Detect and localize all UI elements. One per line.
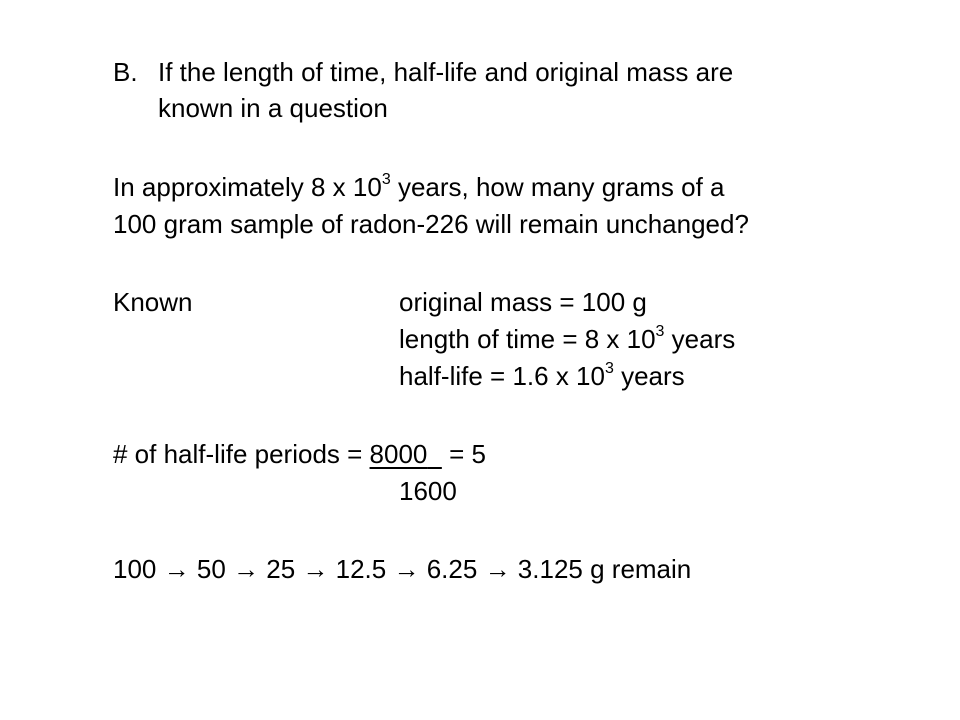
calc-numerator-text: 8000 [369,439,428,469]
known-label: Known [113,287,193,317]
decay-value-5: 3.125 [517,554,583,584]
known-halflife-prefix: half-life = 1.6 x 10 [399,361,605,391]
known-halflife-suffix: years [613,361,685,391]
arrow-right-icon: → [393,554,420,584]
decay-value-2: 25 [266,554,296,584]
decay-value-4: 6.25 [426,554,478,584]
known-halflife-exponent: 3 [604,360,614,378]
question-line1-suffix: years, how many grams of a [390,172,725,202]
calc-label: # of half-life periods = [113,439,370,469]
decay-value-3: 12.5 [335,554,387,584]
question-line1-prefix: In approximately 8 x 10 [113,172,382,202]
calc-denominator: 1600 [399,476,457,506]
arrow-right-icon: → [302,554,329,584]
section-marker: B. [113,57,138,87]
known-length-of-time [399,321,735,357]
known-length-suffix: years [664,324,736,354]
known-length-prefix: length of time = 8 x 10 [399,324,656,354]
decay-value-1: 50 [196,554,226,584]
calc-numerator [370,439,442,469]
question-line1 [113,169,725,205]
calc-line [113,436,486,472]
arrow-right-icon: → [163,554,190,584]
calc-result: = 5 [441,439,486,469]
known-length-exponent: 3 [655,323,665,341]
question-line2: 100 gram sample of radon-226 will remain unchanged? [113,209,749,239]
known-original-mass: original mass = 100 g [399,287,647,317]
arrow-right-icon: → [233,554,260,584]
decay-value-0: 100 [113,554,157,584]
decay-chain [113,551,691,587]
arrow-right-icon: → [484,554,511,584]
decay-suffix: g remain [582,554,692,584]
section-heading-line1: If the length of time, half-life and original mass are [158,57,734,87]
known-half-life [399,358,685,394]
question-line1-exponent: 3 [381,171,391,189]
section-heading-line2: known in a question [158,93,388,123]
